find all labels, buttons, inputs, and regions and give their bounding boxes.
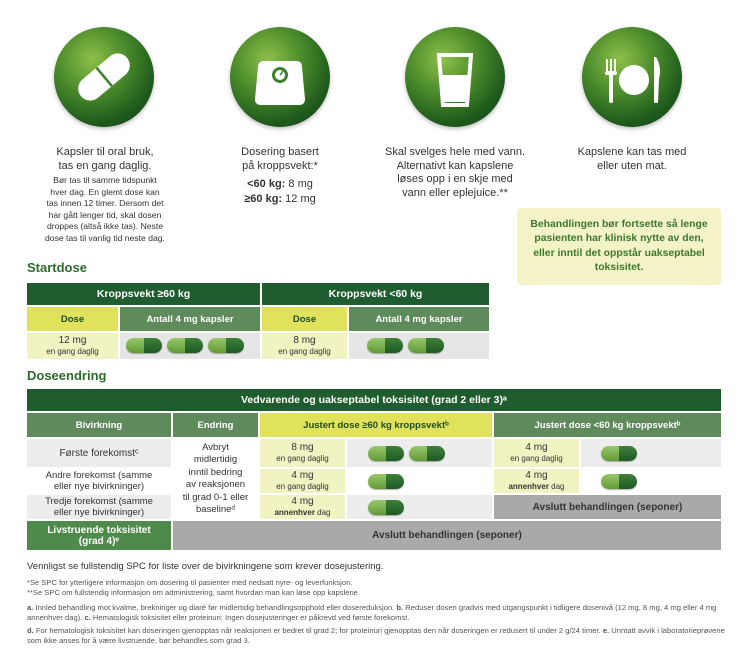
capsule-pill: [409, 446, 445, 461]
dose-lt60-label: <60 kg:: [247, 178, 286, 190]
capsule-note: Bør tas til samme tidspunkt hver dag. En glemt dose kan tas innen 12 timer. Dersom det har gått lenger tid, skal dosen droppes (altså ikke tas). Neste dose tas til vanlig tid neste dag.: [45, 175, 165, 243]
mod-col-bivirkning: Bivirkning: [27, 413, 171, 437]
scale-icon: [230, 27, 330, 127]
capsule-pill: [601, 446, 637, 461]
mod-r1-dose-ge60: [260, 439, 345, 467]
mod-r2-dose-lt60: [494, 469, 579, 493]
mod-r2-lt60-freq-rest: dag: [548, 482, 565, 491]
mod-r1-caps-lt60-group: [601, 446, 637, 461]
footnote-a-marker: a.: [27, 603, 34, 612]
start-dose-label-b: Dose: [262, 307, 347, 331]
footnote-c-marker: c.: [84, 613, 91, 622]
treatment-callout: Behandlingen bør fortsette så lenge pasienten har klinisk nytte av den, eller inntil det oppstår uakseptabel toksisitet.: [517, 208, 721, 285]
mod-row-third: Tredje forekomst (samme eller nye bivirkninger): [27, 495, 171, 519]
capsule-pill: [208, 338, 244, 353]
footnote-e: Unntatt avvik i laboratorieprøvene som ikke anses for å være livstruende, bør behandles som grad 3.: [27, 626, 725, 645]
mod-r1-dose-lt60: [494, 439, 579, 467]
capsule-pill: [408, 338, 444, 353]
capsule-pill: [167, 338, 203, 353]
dose-lt60: [206, 178, 354, 192]
start-dose-b-freq: en gang daglig: [278, 347, 331, 356]
footnote-e-marker: e.: [602, 626, 610, 635]
doseendring-title: Doseendring: [27, 368, 107, 383]
scale-caption: Dosering basert på kroppsvekt:*: [241, 146, 319, 172]
start-dose-b-amount: 8 mg: [293, 335, 316, 346]
footnote-d: For hematologisk toksisitet kan doseringen gjenopptas når reaksjonen er bedret til grad 2; for proteinuri gjenopptas den når doseringen er redusert til under 2 g/24 timer.: [35, 626, 601, 635]
mod-col-ge60: Justert dose ≥60 kg kroppsvektᵇ: [260, 413, 492, 437]
start-header-ge60: Kroppsvekt ≥60 kg: [27, 283, 260, 305]
capsule-pill: [601, 474, 637, 489]
footer-note-2: **Se SPC om fullstendig informasjon om administrering, samt hvordan man kan løse opp kapslene.: [27, 588, 361, 597]
mod-r3-ge60-freq-rest: dag: [314, 508, 331, 517]
capsule-pill: [368, 446, 404, 461]
mod-row-lifethreat: Livstruende toksisitet (grad 4)ᵉ: [27, 521, 171, 550]
footnote-a: Innled behandling mot kvalme, brekninger og diaré før midlertidig behandlingsopphold eller dosereduksjon.: [35, 603, 395, 612]
mod-r2-lt60-freq: [508, 481, 564, 492]
mod-r3-caps-ge60-group: [368, 500, 404, 515]
start-dose-label-a: Dose: [27, 307, 118, 331]
footer-notes-de: [27, 626, 727, 646]
cutlery-icon: [582, 27, 682, 127]
mod-r2-dose-ge60: [260, 469, 345, 493]
footer-main: Vennligst se fullstendig SPC for liste over de bivirkningene som krever dosejustering.: [27, 561, 384, 572]
mod-row-first: Første forekomstᶜ: [27, 439, 171, 467]
footer-notes-abc: [27, 603, 727, 623]
dose-ge60: [206, 193, 354, 207]
mod-r3-ge60-freq-bold: annenhver: [274, 508, 315, 517]
mod-r2-caps-lt60-group: [601, 474, 637, 489]
mod-row-second: Andre forekomst (samme eller nye bivirkninger): [27, 469, 171, 493]
mod-r1-caps-ge60-group: [368, 446, 445, 461]
mod-r2-ge60-amount: 4 mg: [291, 470, 314, 481]
startdose-title: Startdose: [27, 260, 87, 275]
start-dose-a: [27, 333, 118, 359]
mod-col-lt60: Justert dose <60 kg kroppsvektᵇ: [494, 413, 721, 437]
start-header-lt60: Kroppsvekt <60 kg: [262, 283, 489, 305]
cutlery-caption: Kapslene kan tas med eller uten mat.: [577, 146, 687, 172]
mod-r3-ge60-amount: 4 mg: [291, 496, 314, 507]
mod-change-text: Avbryt midlertidig inntil bedring av reaksjonen til grad 0-1 eller baselineᵈ: [173, 439, 258, 519]
footnote-c: Hematologisk toksisitet eller proteinuri: Ingen dosejusteringer er påkrevd ved første forekomst.: [92, 613, 410, 622]
capsule-pill: [368, 500, 404, 515]
start-caps-label-b: Antall 4 mg kapsler: [349, 307, 489, 331]
mod-stop-lt60: Avslutt behandlingen (seponer): [494, 495, 721, 519]
mod-r2-lt60-freq-bold: annenhver: [508, 482, 549, 491]
mod-r1-lt60-freq: en gang daglig: [510, 454, 563, 463]
footnote-d-marker: d.: [27, 626, 34, 635]
start-dose-a-freq: en gang daglig: [46, 347, 99, 356]
mod-col-endring: Endring: [173, 413, 258, 437]
capsule-pill: [126, 338, 162, 353]
start-dose-a-amount: 12 mg: [58, 335, 87, 346]
mod-main-header: Vedvarende og uakseptabel toksisitet (grad 2 eller 3)ᵃ: [27, 389, 721, 411]
mod-r1-ge60-amount: 8 mg: [291, 442, 314, 453]
capsule-pill: [367, 338, 403, 353]
footnote-b: Reduser dosen gradvis med utgangspunkt i tidligere dosenivå (12 mg, 8 mg, 4 mg eller 4 mg annenhver dag).: [27, 603, 717, 622]
mod-r2-caps-ge60-group: [368, 474, 404, 489]
mod-r2-lt60-amount: 4 mg: [525, 470, 548, 481]
mod-r3-dose-ge60: [260, 495, 345, 519]
dose-ge60-value: 12 mg: [282, 193, 316, 205]
mod-r1-lt60-amount: 4 mg: [525, 442, 548, 453]
start-dose-b: [262, 333, 347, 359]
start-caps-label-a: Antall 4 mg kapsler: [120, 307, 260, 331]
dose-ge60-label: ≥60 kg:: [244, 193, 283, 205]
glass-icon: [405, 27, 505, 127]
footer-note-1: *Se SPC for ytterligere informasjon om dosering til pasienter med nedsatt nyre- og leverfunksjon.: [27, 578, 353, 587]
glass-caption: Skal svelges hele med vann. Alternativt kan kapslene løses opp i en skje med vann eller eplejuice.**: [384, 146, 526, 199]
dose-lt60-value: 8 mg: [285, 178, 313, 190]
capsule-caption: Kapsler til oral bruk, tas en gang daglig.: [56, 146, 154, 172]
start-caps-a-group: [126, 338, 244, 353]
mod-r1-ge60-freq: en gang daglig: [276, 454, 329, 463]
mod-r2-ge60-freq: en gang daglig: [276, 482, 329, 491]
footnote-b-marker: b.: [396, 603, 404, 612]
mod-stop-all: Avslutt behandlingen (seponer): [173, 521, 721, 550]
mod-r3-ge60-freq: [274, 507, 330, 518]
start-caps-b-group: [367, 338, 444, 353]
capsule-icon: [54, 27, 154, 127]
capsule-pill: [368, 474, 404, 489]
